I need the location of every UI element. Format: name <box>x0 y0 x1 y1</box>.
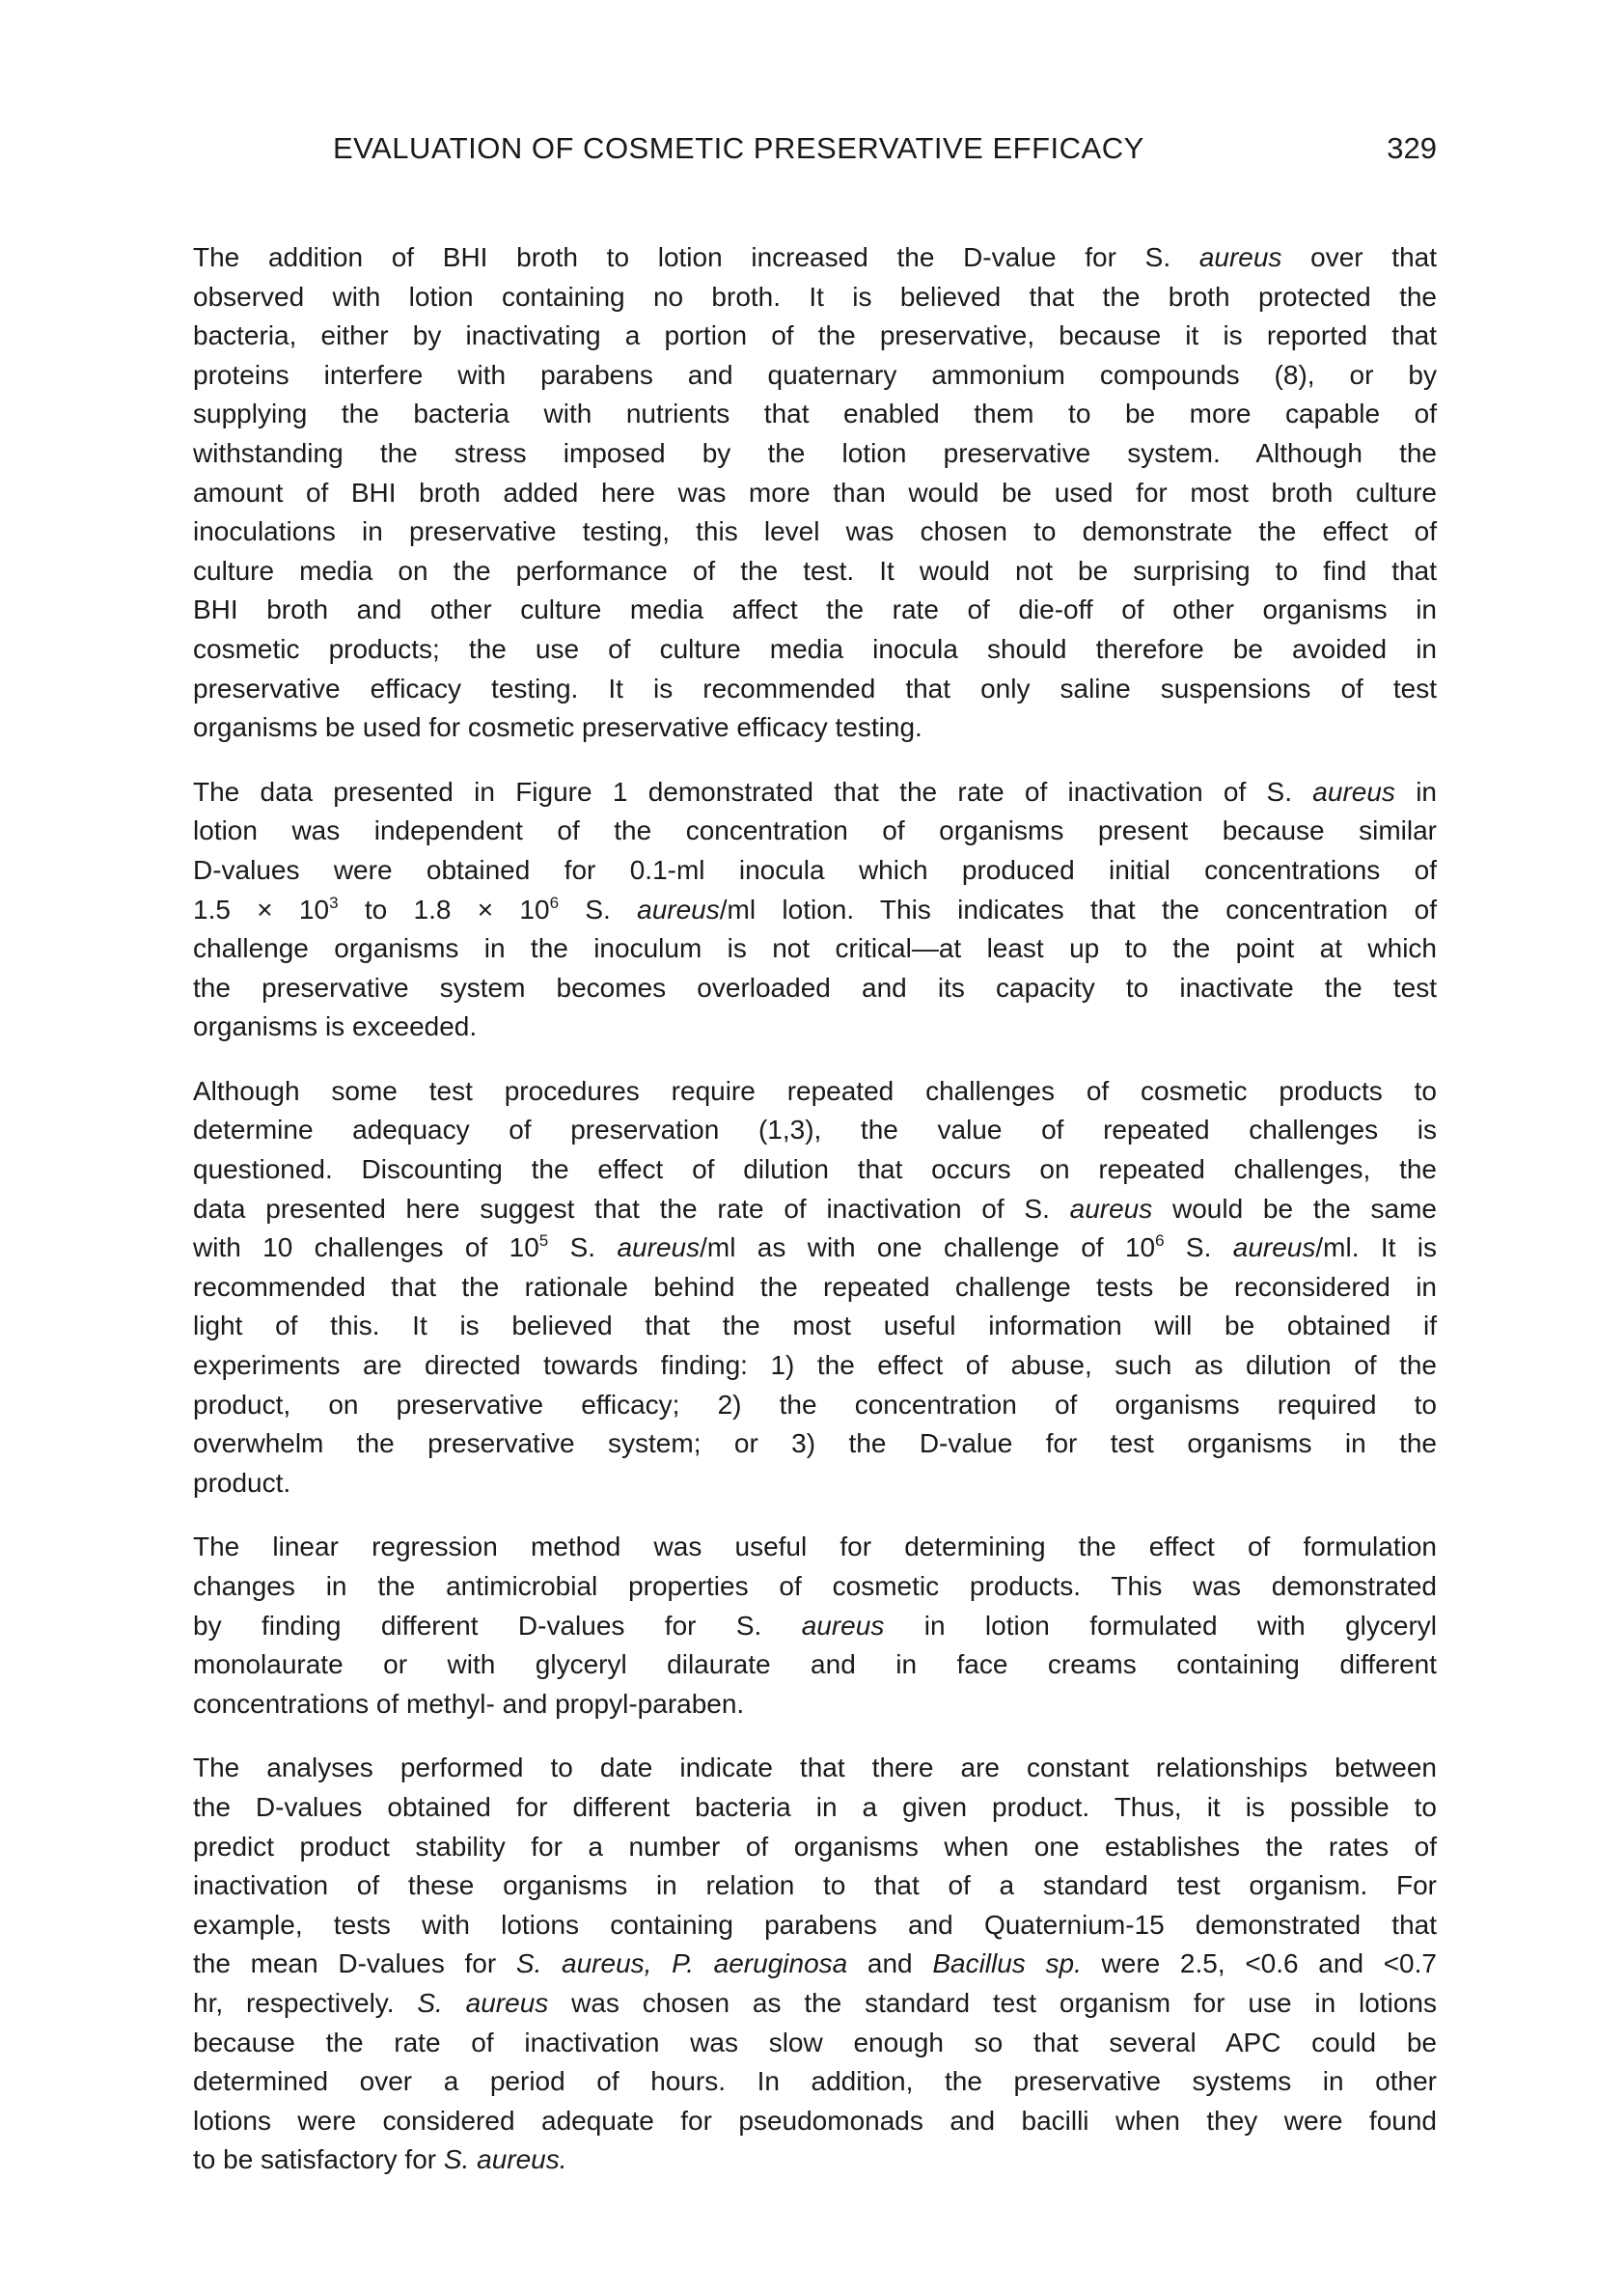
text-line: observed with lotion containing no broth. It is believed that the broth protected the <box>193 281 1437 312</box>
text-line: product. <box>193 1467 291 1498</box>
text-line: predict product stability for a number of organisms when one establishes the rates of <box>193 1831 1437 1862</box>
text-line: the preservative system becomes overloaded and its capacity to inactivate the test <box>193 972 1437 1003</box>
text-line: determined over a period of hours. In addition, the preservative systems in other <box>193 2066 1437 2097</box>
text-segment: and <box>847 1948 933 1979</box>
paragraph <box>193 238 1437 748</box>
italic-species-name: aureus <box>617 1232 701 1263</box>
text-line: questioned. Discounting the effect of dilution that occurs on repeated challenges, the <box>193 1154 1437 1185</box>
text-line: changes in the antimicrobial properties of cosmetic products. This was demonstrated <box>193 1571 1437 1601</box>
paragraph <box>193 773 1437 1047</box>
text-segment: S. <box>548 1232 618 1263</box>
text-segment: in lotion formulated with glyceryl <box>884 1610 1437 1641</box>
italic-species-name: S. aureus. <box>443 2144 567 2175</box>
text-line <box>193 891 1437 930</box>
text-line: BHI broth and other culture media affect the rate of die-off of other organisms in <box>193 594 1437 625</box>
text-line: The analyses performed to date indicate that there are constant relationships between <box>193 1753 1437 1783</box>
text-line: bacteria, either by inactivating a portion of the preservative, because it is reported that <box>193 320 1437 351</box>
text-line: supplying the bacteria with nutrients that enabled them to be more capable of <box>193 399 1437 429</box>
text-segment: to 1.8 × 10 <box>338 894 550 925</box>
paragraph <box>193 1072 1437 1504</box>
text-line: light of this. It is believed that the most useful information will be obtained if <box>193 1311 1437 1341</box>
text-line: monolaurate or with glyceryl dilaurate and in face creams containing different <box>193 1649 1437 1680</box>
text-line <box>193 1945 1437 1984</box>
text-line: challenge organisms in the inoculum is not critical—at least up to the point at which <box>193 933 1437 964</box>
text-segment: in <box>1394 776 1437 807</box>
running-title: EVALUATION OF COSMETIC PRESERVATIVE EFFICACY <box>333 131 1144 165</box>
text-segment: by finding different D-values for S. <box>193 1610 802 1641</box>
text-segment: would be the same <box>1152 1193 1437 1224</box>
text-line <box>193 1228 1437 1268</box>
text-line: because the rate of inactivation was slow enough so that several APC could be <box>193 2027 1437 2057</box>
italic-species-name: aureus <box>1312 776 1395 807</box>
paragraph <box>193 1749 1437 2180</box>
text-line: inoculations in preservative testing, this level was chosen to demonstrate the effect of <box>193 516 1437 547</box>
text-segment: S. <box>1164 1232 1233 1263</box>
superscript-exponent: 6 <box>1155 1231 1165 1251</box>
text-segment: over that <box>1281 242 1438 272</box>
text-segment: The addition of BHI broth to lotion increased the D-value for S. <box>193 242 1199 272</box>
text-line: concentrations of methyl- and propyl-paraben. <box>193 1688 745 1719</box>
text-segment: The data presented in Figure 1 demonstrated that the rate of inactivation of S. <box>193 776 1313 807</box>
text-line <box>193 238 1437 278</box>
text-segment: /ml as with one challenge of 10 <box>700 1232 1156 1263</box>
running-header <box>193 131 1437 172</box>
text-line <box>193 1607 1437 1646</box>
text-segment: hr, respectively. <box>193 1987 418 2018</box>
text-line: determine adequacy of preservation (1,3), the value of repeated challenges is <box>193 1115 1437 1146</box>
text-line <box>193 1984 1437 2024</box>
italic-species-name: aureus <box>1069 1193 1153 1224</box>
text-segment: /ml. It is <box>1315 1232 1438 1263</box>
text-segment: was chosen as the standard test organism for use in lotions <box>548 1987 1437 2018</box>
paragraph <box>193 1528 1437 1724</box>
body-text <box>193 238 1437 2205</box>
text-segment: /ml lotion. This indicates that the concentration of <box>719 894 1438 925</box>
italic-species-name: aureus <box>637 894 720 925</box>
text-line: amount of BHI broth added here was more than would be used for most broth culture <box>193 477 1437 508</box>
italic-species-name: aureus <box>1198 242 1282 272</box>
text-segment: S. <box>559 894 638 925</box>
text-line: preservative efficacy testing. It is recommended that only saline suspensions of test <box>193 673 1437 704</box>
italic-species-name: S. aureus, P. aeruginosa <box>515 1948 848 1979</box>
text-segment: to be satisfactory for <box>193 2144 444 2175</box>
text-segment: 1.5 × 10 <box>193 894 330 925</box>
text-line: proteins interfere with parabens and quaternary ammonium compounds (8), or by <box>193 359 1437 390</box>
page-number: 329 <box>1387 131 1437 165</box>
text-line: withstanding the stress imposed by the lotion preservative system. Although the <box>193 437 1437 468</box>
text-line: inactivation of these organisms in relation to that of a standard test organism. For <box>193 1870 1437 1901</box>
text-line: organisms be used for cosmetic preservative efficacy testing. <box>193 712 922 743</box>
text-line: cosmetic products; the use of culture media inocula should therefore be avoided in <box>193 633 1437 664</box>
text-line: product, on preservative efficacy; 2) the concentration of organisms required to <box>193 1389 1437 1420</box>
superscript-exponent: 3 <box>329 893 339 912</box>
text-line: lotions were considered adequate for pseudomonads and bacilli when they were found <box>193 2105 1437 2136</box>
text-line: experiments are directed towards finding: 1) the effect of abuse, such as dilution of the <box>193 1350 1437 1381</box>
text-line: lotion was independent of the concentration of organisms present because similar <box>193 815 1437 846</box>
superscript-exponent: 5 <box>538 1231 549 1251</box>
text-line: culture media on the performance of the test. It would not be surprising to find that <box>193 555 1437 586</box>
text-segment: with 10 challenges of 10 <box>193 1232 539 1263</box>
text-line: recommended that the rationale behind the repeated challenge tests be reconsidered in <box>193 1271 1437 1302</box>
italic-species-name: aureus <box>801 1610 885 1641</box>
text-line: organisms is exceeded. <box>193 1011 478 1042</box>
text-line: overwhelm the preservative system; or 3) the D-value for test organisms in the <box>193 1428 1437 1459</box>
text-segment: were 2.5, <0.6 and <0.7 <box>1081 1948 1437 1979</box>
italic-species-name: S. aureus <box>417 1987 549 2018</box>
italic-species-name: Bacillus sp. <box>932 1948 1082 1979</box>
text-line: Although some test procedures require repeated challenges of cosmetic products to <box>193 1075 1437 1106</box>
text-segment: the mean D-values for <box>193 1948 516 1979</box>
text-line: example, tests with lotions containing parabens and Quaternium-15 demonstrated that <box>193 1909 1437 1940</box>
superscript-exponent: 6 <box>549 893 560 912</box>
text-line: The linear regression method was useful for determining the effect of formulation <box>193 1532 1437 1562</box>
text-line <box>193 1190 1437 1229</box>
text-line <box>193 773 1437 813</box>
text-segment: data presented here suggest that the rate of inactivation of S. <box>193 1193 1070 1224</box>
italic-species-name: aureus <box>1232 1232 1316 1263</box>
text-line: the D-values obtained for different bacteria in a given product. Thus, it is possible to <box>193 1791 1437 1822</box>
text-line <box>193 2140 1437 2180</box>
text-line: D-values were obtained for 0.1-ml inocula which produced initial concentrations of <box>193 854 1437 885</box>
